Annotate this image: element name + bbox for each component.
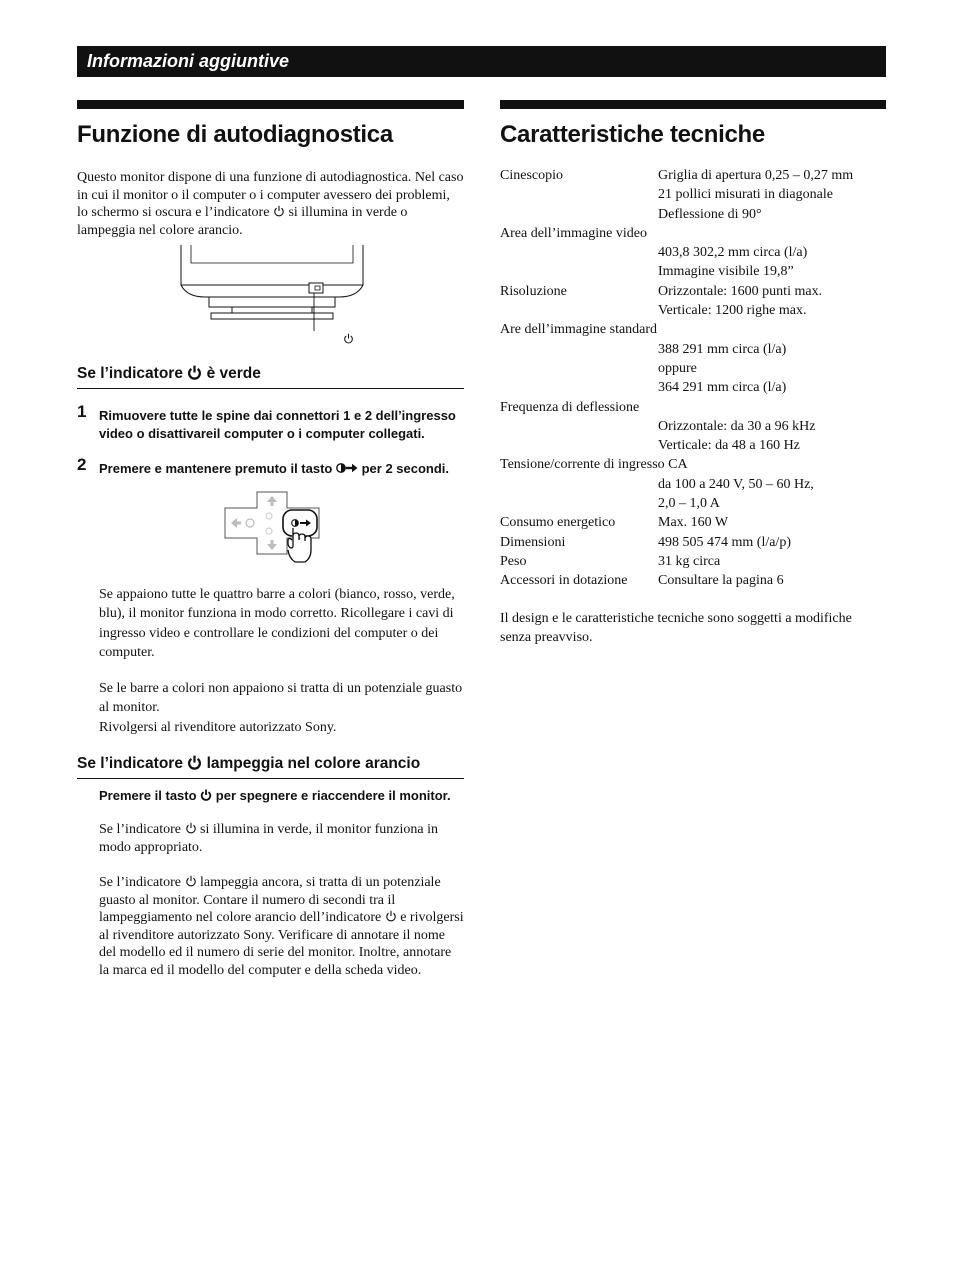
spec-value: 2,0 – 1,0 A [658,496,720,512]
green-paragraph-2: Se le barre a colori non appaiono si tratta di un potenziale guasto al monitor. [99,681,463,716]
spec-value: Verticale: da 48 a 160 Hz [658,438,800,454]
spec-row [500,513,886,532]
spec-value: oppure [658,360,697,376]
green-paragraph-1: Se appaiono tutte le quattro barre a colori (bianco, rosso, verde, blu), il monitor funziona in modo corretto. Ricollegare i cavi di ingresso video e controllare le condizioni del computer o dei computer. [99,587,455,660]
section-title: Informazioni aggiuntive [87,51,290,71]
green-indicator-heading-block [77,364,464,389]
green-indicator-heading: Se l’indicatore è verde [77,365,261,382]
right-column [500,100,886,647]
spec-row [500,533,886,552]
orange-indicator-heading-block [77,754,464,779]
spec-label: Cinescopio [500,168,563,183]
power-icon-label [345,334,353,343]
title-rule [77,100,464,109]
spec-label: Dimensioni [500,534,566,550]
spec-label: Accessori in dotazione [500,573,628,589]
orange-instruction: Premere il tasto per spegnere e riaccendere il monitor. [99,788,451,804]
spec-row [500,378,886,397]
spec-value: Verticale: 1200 righe max. [658,303,807,319]
power-icon [185,875,197,887]
specs-table [500,166,886,591]
power-icon [187,365,202,380]
spec-value: Immagine visibile 19,8” [658,264,794,280]
orange-paragraph-2: Se l’indicatore lampeggia ancora, si tratta di un potenziale guasto al monitor. Contare il numero di secondi tra il lampeggiamento nel colore arancio dell’indicatore e rivolgersi al rivenditore autorizzato Sony. Verificare di annotare il nome del modello ed il numero di serie del monitor. Inoltre, annotare la marca ed il modello del computer e della scheda video. [99,875,464,978]
spec-row [500,282,886,301]
power-icon [385,910,397,922]
spec-label: Area dell’immagine video [500,225,647,241]
left-column [77,100,464,979]
spec-value: Orizzontale: da 30 a 96 kHz [658,418,816,434]
spec-row [500,475,886,494]
step-number: 2 [77,455,87,474]
spec-value: 21 pollici misurati in diagonale [658,187,833,203]
spec-row [500,494,886,513]
specs-title: Caratteristiche tecniche [500,121,765,148]
power-icon [273,205,285,217]
power-icon [185,822,197,834]
step-2: 2 Premere e mantenere premuto il tasto per 2 secondi. [77,455,450,476]
spec-row [500,398,886,417]
spec-label: Consumo energetico [500,515,616,531]
spec-row [500,436,886,455]
spec-value: 364 291 mm circa (l/a) [658,380,787,396]
spec-value: 388 291 mm circa (l/a) [658,341,787,357]
spec-row [500,417,886,436]
spec-label: Risoluzione [500,283,567,299]
control-buttons-illustration [223,488,323,564]
spec-row [500,571,886,590]
orange-instructions [77,787,464,979]
spec-row [500,185,886,204]
step-text: Rimuovere tutte le spine dai connettori 1 e 2 dell’ingresso video o disattivareil computer o i computer collegati. [99,408,456,441]
spec-value: 498 505 474 mm (l/a/p) [658,534,791,550]
specs-note: Il design e le caratteristiche tecniche sono soggetti a modifiche senza preavviso. [500,610,852,645]
spec-row [500,552,886,571]
page-title: Funzione di autodiagnostica [77,121,393,148]
spec-row [500,301,886,320]
spec-label: Are dell’immagine standard [500,322,658,338]
spec-value: da 100 a 240 V, 50 – 60 Hz, [658,476,814,492]
section-header-bar [77,46,886,77]
intro-text-a: Questo monitor dispone di una funzione di autodiagnostica. Nel caso in cui il monitor o il computer o i computer avessero dei problemi, lo schermo si oscura e l’indicatore [77,170,464,220]
spec-label: Peso [500,553,527,569]
orange-paragraph-1: Se l’indicatore si illumina in verde, il monitor funziona in modo appropriato. [99,822,438,855]
intro-text-b: si illumina in verde o lampeggia nel colore arancio. [77,205,408,238]
spec-row [500,243,886,262]
spec-value: Consultare la pagina 6 [658,573,784,589]
spec-value: 403,8 302,2 mm circa (l/a) [658,245,808,261]
spec-value: 31 kg circa [658,553,721,569]
spec-row [500,340,886,359]
spec-label: Frequenza di deflessione [500,399,640,415]
spec-value: Griglia di apertura 0,25 – 0,27 mm [658,168,854,183]
power-icon [187,755,202,770]
green-result-block [77,585,464,737]
title-rule [500,100,886,109]
spec-label: Tensione/corrente di ingresso CA [500,457,688,473]
contrast-arrow-icon [336,462,358,474]
spec-value: Max. 160 W [658,515,729,531]
power-icon [200,789,212,801]
spec-row [500,224,886,243]
spec-value: Deflessione di 90° [658,206,762,222]
step-number: 1 [77,402,87,421]
spec-value: Orizzontale: 1600 punti max. [658,283,823,299]
intro-paragraph [77,169,464,239]
spec-row [500,455,886,474]
green-paragraph-3: Rivolgersi al rivenditore autorizzato Sony. [99,719,337,735]
spec-row [500,262,886,281]
monitor-front-illustration [177,245,367,351]
spec-row [500,205,886,224]
spec-row [500,166,886,185]
orange-indicator-heading: Se l’indicatore lampeggia nel colore arancio [77,755,421,773]
spec-row [500,320,886,339]
spec-row [500,359,886,378]
step-1 [77,402,464,443]
